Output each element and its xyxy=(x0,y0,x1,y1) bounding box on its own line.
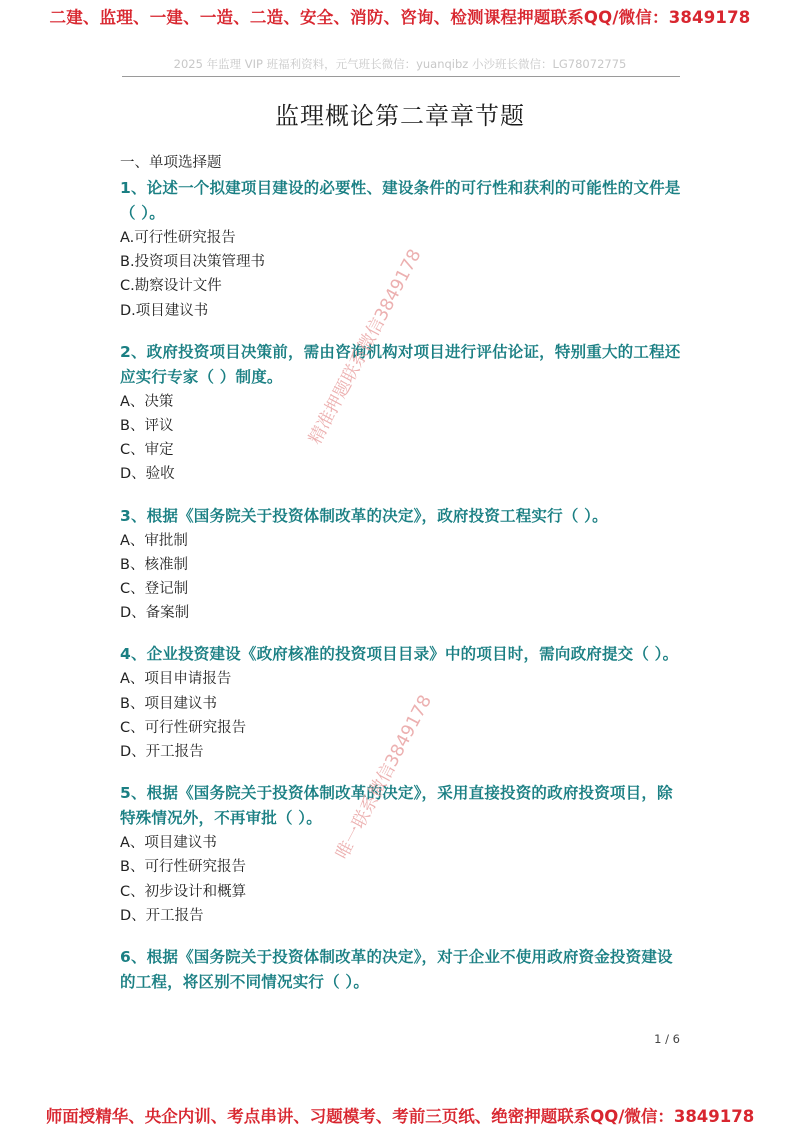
question-text: 3、根据《国务院关于投资体制改革的决定》，政府投资工程实行（ ）。 xyxy=(120,506,608,525)
option-d: D、验收 xyxy=(120,466,175,483)
section-title: 一、单项选择题 xyxy=(120,155,222,171)
page-title: 监理概论第二章章节题 xyxy=(275,102,525,130)
option-d: D、开工报告 xyxy=(120,744,204,761)
option-b: B、项目建议书 xyxy=(120,695,217,712)
question-3 xyxy=(120,504,686,626)
option-a: A、审批制 xyxy=(120,532,188,549)
option-a: A、决策 xyxy=(120,393,174,410)
question-text: 5、根据《国务院关于投资体制改革的决定》，采用直接投资的政府投资项目，除特殊情况外，不再审批（ ）。 xyxy=(120,784,673,828)
option-d: D、开工报告 xyxy=(120,907,204,924)
option-c: C、登记制 xyxy=(120,581,189,598)
option-c: C.勘察设计文件 xyxy=(120,278,222,295)
question-text: 2、政府投资项目决策前，需由咨询机构对项目进行评估论证，特别重大的工程还应实行专家（ ）制度。 xyxy=(120,342,681,386)
question-text: 4、企业投资建设《政府核准的投资项目目录》中的项目时，需向政府提交（ ）。 xyxy=(120,645,679,664)
header-divider xyxy=(122,76,680,77)
question-text: 6、根据《国务院关于投资体制改革的决定》，对于企业不使用政府资金投资建设的工程，将区别不同情况实行（ ）。 xyxy=(120,948,673,992)
option-c: C、可行性研究报告 xyxy=(120,719,247,736)
question-2 xyxy=(120,340,686,487)
option-a: A.可行性研究报告 xyxy=(120,230,236,246)
option-b: B.投资项目决策管理书 xyxy=(120,254,266,271)
watermark-text: 唯一联系微信3849178 xyxy=(332,691,437,863)
option-a: A、项目申请报告 xyxy=(120,671,232,688)
option-b: B、核准制 xyxy=(120,556,188,573)
option-a: A、项目建议书 xyxy=(120,835,217,852)
question-text: 1、论述一个拟建项目建设的必要性、建设条件的可行性和获利的可能性的文件是（ ）。 xyxy=(120,179,681,222)
option-d: D、备案制 xyxy=(120,605,190,622)
option-c: C、初步设计和概算 xyxy=(120,883,247,900)
option-b: B、评议 xyxy=(120,418,174,435)
watermark-text: 精准押题联系微信3849178 xyxy=(305,246,426,448)
option-c: C、审定 xyxy=(120,442,174,459)
header-note: 2025 年监理 VIP 班福利资料，元气班长微信：yuanqibz 小沙班长微信：LG78072775 xyxy=(173,57,627,71)
option-b: B、可行性研究报告 xyxy=(120,859,246,876)
bottom-banner: 师面授精华、央企内训、考点串讲、习题模考、考前三页纸、绝密押题联系QQ/微信：3849178 xyxy=(45,1107,755,1126)
page-number: 1 / 6 xyxy=(654,1032,680,1046)
option-d: D.项目建议书 xyxy=(120,302,209,319)
question-6 xyxy=(120,945,686,995)
question-5 xyxy=(120,781,686,928)
top-banner: 二建、监理、一建、一造、二造、安全、消防、咨询、检测课程押题联系QQ/微信：3849178 xyxy=(49,8,751,27)
